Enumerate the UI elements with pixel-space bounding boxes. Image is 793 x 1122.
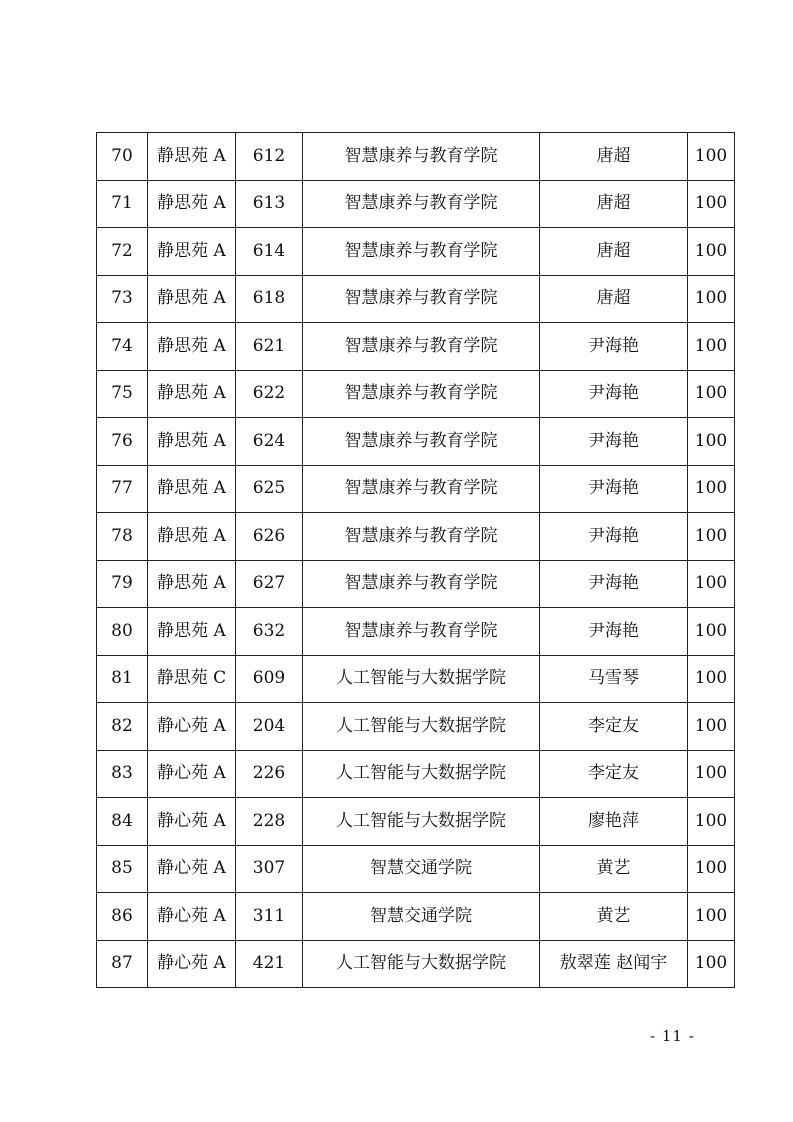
table-row bbox=[97, 370, 735, 418]
row-number-cell: 70 bbox=[97, 133, 148, 181]
college-cell: 智慧康养与教育学院 bbox=[303, 513, 540, 561]
building-cell: 静思苑 A bbox=[148, 465, 236, 513]
score-cell: 100 bbox=[688, 893, 735, 941]
table-row bbox=[97, 845, 735, 893]
teacher-cell: 唐超 bbox=[540, 133, 688, 181]
building-cell: 静心苑 A bbox=[148, 893, 236, 941]
college-cell: 智慧康养与教育学院 bbox=[303, 608, 540, 656]
college-cell: 智慧康养与教育学院 bbox=[303, 275, 540, 323]
room-cell: 624 bbox=[236, 418, 303, 466]
room-cell: 621 bbox=[236, 323, 303, 371]
teacher-cell: 唐超 bbox=[540, 275, 688, 323]
college-cell: 智慧交通学院 bbox=[303, 845, 540, 893]
score-cell: 100 bbox=[688, 655, 735, 703]
score-cell: 100 bbox=[688, 323, 735, 371]
row-number-cell: 73 bbox=[97, 275, 148, 323]
college-cell: 智慧康养与教育学院 bbox=[303, 228, 540, 276]
college-cell: 人工智能与大数据学院 bbox=[303, 703, 540, 751]
table-body bbox=[97, 133, 735, 988]
teacher-cell: 黄艺 bbox=[540, 845, 688, 893]
score-cell: 100 bbox=[688, 370, 735, 418]
room-cell: 609 bbox=[236, 655, 303, 703]
room-cell: 625 bbox=[236, 465, 303, 513]
score-cell: 100 bbox=[688, 275, 735, 323]
room-cell: 613 bbox=[236, 180, 303, 228]
table-row bbox=[97, 940, 735, 988]
college-cell: 人工智能与大数据学院 bbox=[303, 750, 540, 798]
college-cell: 智慧康养与教育学院 bbox=[303, 418, 540, 466]
room-cell: 614 bbox=[236, 228, 303, 276]
table-row bbox=[97, 323, 735, 371]
row-number-cell: 85 bbox=[97, 845, 148, 893]
room-cell: 226 bbox=[236, 750, 303, 798]
college-cell: 智慧康养与教育学院 bbox=[303, 323, 540, 371]
room-cell: 612 bbox=[236, 133, 303, 181]
building-cell: 静思苑 A bbox=[148, 133, 236, 181]
teacher-cell: 尹海艳 bbox=[540, 513, 688, 561]
table-row bbox=[97, 893, 735, 941]
college-cell: 人工智能与大数据学院 bbox=[303, 940, 540, 988]
college-cell: 人工智能与大数据学院 bbox=[303, 798, 540, 846]
room-cell: 626 bbox=[236, 513, 303, 561]
score-cell: 100 bbox=[688, 513, 735, 561]
building-cell: 静心苑 A bbox=[148, 845, 236, 893]
teacher-cell: 尹海艳 bbox=[540, 418, 688, 466]
row-number-cell: 84 bbox=[97, 798, 148, 846]
teacher-cell: 李定友 bbox=[540, 703, 688, 751]
table-row bbox=[97, 655, 735, 703]
score-cell: 100 bbox=[688, 418, 735, 466]
teacher-cell: 尹海艳 bbox=[540, 560, 688, 608]
college-cell: 智慧康养与教育学院 bbox=[303, 133, 540, 181]
score-cell: 100 bbox=[688, 798, 735, 846]
building-cell: 静心苑 A bbox=[148, 703, 236, 751]
table-row bbox=[97, 465, 735, 513]
college-cell: 智慧康养与教育学院 bbox=[303, 465, 540, 513]
score-cell: 100 bbox=[688, 180, 735, 228]
row-number-cell: 74 bbox=[97, 323, 148, 371]
row-number-cell: 79 bbox=[97, 560, 148, 608]
room-cell: 627 bbox=[236, 560, 303, 608]
score-cell: 100 bbox=[688, 133, 735, 181]
teacher-cell: 尹海艳 bbox=[540, 465, 688, 513]
teacher-cell: 敖翠莲 赵闻宇 bbox=[540, 940, 688, 988]
row-number-cell: 71 bbox=[97, 180, 148, 228]
table-row bbox=[97, 228, 735, 276]
table-row bbox=[97, 798, 735, 846]
room-cell: 228 bbox=[236, 798, 303, 846]
score-cell: 100 bbox=[688, 465, 735, 513]
building-cell: 静心苑 A bbox=[148, 798, 236, 846]
room-cell: 618 bbox=[236, 275, 303, 323]
table-row bbox=[97, 608, 735, 656]
teacher-cell: 唐超 bbox=[540, 180, 688, 228]
building-cell: 静思苑 A bbox=[148, 513, 236, 561]
row-number-cell: 75 bbox=[97, 370, 148, 418]
teacher-cell: 黄艺 bbox=[540, 893, 688, 941]
building-cell: 静思苑 A bbox=[148, 560, 236, 608]
building-cell: 静思苑 A bbox=[148, 418, 236, 466]
row-number-cell: 80 bbox=[97, 608, 148, 656]
table-row bbox=[97, 275, 735, 323]
row-number-cell: 78 bbox=[97, 513, 148, 561]
building-cell: 静思苑 A bbox=[148, 370, 236, 418]
college-cell: 智慧康养与教育学院 bbox=[303, 180, 540, 228]
score-cell: 100 bbox=[688, 940, 735, 988]
row-number-cell: 81 bbox=[97, 655, 148, 703]
teacher-cell: 尹海艳 bbox=[540, 323, 688, 371]
teacher-cell: 唐超 bbox=[540, 228, 688, 276]
row-number-cell: 87 bbox=[97, 940, 148, 988]
score-cell: 100 bbox=[688, 703, 735, 751]
teacher-cell: 尹海艳 bbox=[540, 370, 688, 418]
building-cell: 静心苑 A bbox=[148, 940, 236, 988]
table-row bbox=[97, 418, 735, 466]
row-number-cell: 86 bbox=[97, 893, 148, 941]
score-cell: 100 bbox=[688, 845, 735, 893]
score-cell: 100 bbox=[688, 750, 735, 798]
building-cell: 静思苑 C bbox=[148, 655, 236, 703]
room-cell: 311 bbox=[236, 893, 303, 941]
table-row bbox=[97, 180, 735, 228]
teacher-cell: 马雪琴 bbox=[540, 655, 688, 703]
teacher-cell: 尹海艳 bbox=[540, 608, 688, 656]
row-number-cell: 83 bbox=[97, 750, 148, 798]
room-cell: 204 bbox=[236, 703, 303, 751]
room-cell: 632 bbox=[236, 608, 303, 656]
row-number-cell: 77 bbox=[97, 465, 148, 513]
room-cell: 421 bbox=[236, 940, 303, 988]
table-row bbox=[97, 133, 735, 181]
page-number: - 11 - bbox=[650, 1027, 695, 1045]
building-cell: 静心苑 A bbox=[148, 750, 236, 798]
table-row bbox=[97, 703, 735, 751]
building-cell: 静思苑 A bbox=[148, 323, 236, 371]
score-cell: 100 bbox=[688, 228, 735, 276]
row-number-cell: 82 bbox=[97, 703, 148, 751]
building-cell: 静思苑 A bbox=[148, 180, 236, 228]
college-cell: 人工智能与大数据学院 bbox=[303, 655, 540, 703]
row-number-cell: 76 bbox=[97, 418, 148, 466]
room-cell: 622 bbox=[236, 370, 303, 418]
score-cell: 100 bbox=[688, 608, 735, 656]
college-cell: 智慧交通学院 bbox=[303, 893, 540, 941]
building-cell: 静思苑 A bbox=[148, 275, 236, 323]
college-cell: 智慧康养与教育学院 bbox=[303, 560, 540, 608]
row-number-cell: 72 bbox=[97, 228, 148, 276]
score-cell: 100 bbox=[688, 560, 735, 608]
building-cell: 静思苑 A bbox=[148, 228, 236, 276]
teacher-cell: 李定友 bbox=[540, 750, 688, 798]
table-row bbox=[97, 750, 735, 798]
table-row bbox=[97, 560, 735, 608]
building-cell: 静思苑 A bbox=[148, 608, 236, 656]
college-cell: 智慧康养与教育学院 bbox=[303, 370, 540, 418]
room-cell: 307 bbox=[236, 845, 303, 893]
dorm-score-table bbox=[96, 132, 735, 988]
teacher-cell: 廖艳萍 bbox=[540, 798, 688, 846]
table-row bbox=[97, 513, 735, 561]
